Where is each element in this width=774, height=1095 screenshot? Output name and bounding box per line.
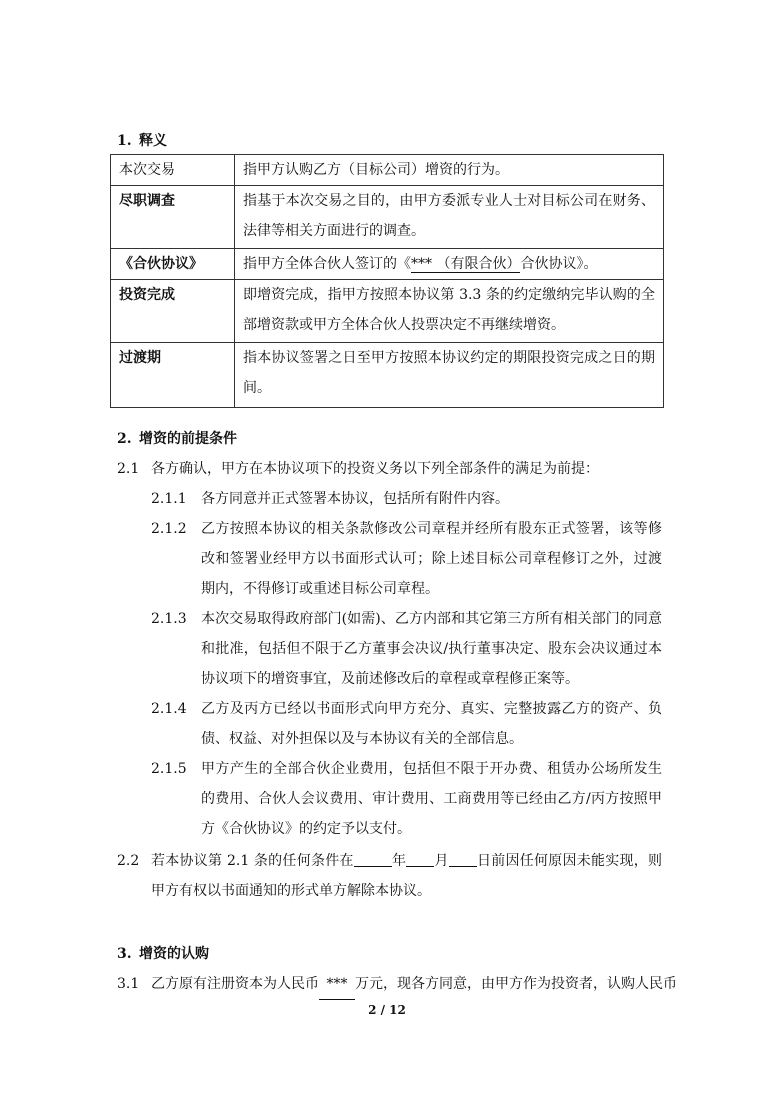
clause-text: 乙方按照本协议的相关条款修改公司章程并经所有股东正式签署，该等修改和签署业经甲方以书面形式认可；除上述目标公司章程修订之外，过渡期内，不得修订或重述目标公司章程。 — [201, 521, 662, 597]
clause-number: 3.1 — [117, 976, 140, 992]
clause-number: 2.1.1 — [151, 491, 187, 507]
table-row — [111, 155, 664, 186]
clause-number: 2.2 — [117, 853, 140, 869]
clause-text-post: 前因任何原因未能实现，则甲方有权以书面通知的形式单方解除本协议。 — [151, 853, 663, 899]
section-title: 释义 — [139, 133, 167, 149]
section-number: 1. — [117, 133, 132, 149]
term-cell: 过渡期 — [111, 343, 235, 408]
day-blank — [449, 850, 477, 867]
term-cell: 《合伙协议》 — [111, 249, 235, 280]
clause-number: 2.1.3 — [151, 611, 187, 627]
term-cell: 本次交易 — [111, 155, 235, 186]
section-title: 增资的认购 — [139, 946, 209, 962]
day-label: 日 — [476, 853, 492, 869]
definition-cell: 即增资完成，指甲方按照本协议第 3.3 条的约定缴纳完毕认购的全部增资款或甲方全体合伙人投票决定不再继续增资。 — [235, 280, 664, 343]
clause-text-post: 万元，现各方同意，由甲方作为投资者，认购人民币 — [355, 976, 677, 992]
clause-text: 各方同意并正式签署本协议，包括所有附件内容。 — [201, 491, 509, 507]
clause-text: 本次交易取得政府部门(如需)、乙方内部和其它第三方所有相关部门的同意和批准，包括但不限于乙方董事会决议/执行董事决定、股东会决议通过本协议项下的增资事宜，及前述修改后的章程或章程修正案等。 — [201, 611, 662, 687]
definition-cell: 指本协议签署之日至甲方按照本协议约定的期限投资完成之日的期间。 — [235, 343, 664, 408]
clause-text: 乙方及丙方已经以书面形式向甲方充分、真实、完整披露乙方的资产、负债、权益、对外担保以及与本协议有关的全部信息。 — [201, 701, 662, 747]
definition-cell: 指基于本次交易之目的，由甲方委派专业人士对目标公司在财务、法律等相关方面进行的调查。 — [235, 186, 664, 249]
table-row — [111, 249, 664, 280]
capital-amount-blank: *** — [319, 969, 355, 1000]
table-row — [111, 280, 664, 343]
clause-text — [151, 846, 662, 906]
clause-text: 甲方产生的全部合伙企业费用，包括但不限于开办费、租赁办公场所发生的费用、合伙人会议费用、审计费用、工商费用等已经由乙方/丙方按照甲方《合伙协议》的约定予以支付。 — [201, 761, 662, 837]
table-row — [111, 186, 664, 249]
clause-text — [151, 969, 677, 1000]
section-title: 增资的前提条件 — [139, 431, 237, 447]
partnership-name-blank: *** （有限合伙） — [411, 256, 521, 272]
section-number: 2. — [117, 431, 132, 447]
year-label: 年 — [391, 853, 407, 869]
clause-text: 各方确认，甲方在本协议项下的投资义务以下列全部条件的满足为前提： — [151, 461, 599, 477]
clause-text-pre: 若本协议第 2.1 条的任何条件在 — [151, 853, 354, 869]
table-row — [111, 343, 664, 408]
page-number: 2 / 12 — [368, 1003, 406, 1017]
clause-number: 2.1.2 — [151, 521, 187, 537]
month-blank — [406, 850, 434, 867]
term-cell: 尽职调查 — [111, 186, 235, 249]
section-3-heading — [117, 945, 209, 963]
definition-cell — [235, 249, 664, 280]
clause-text-pre: 乙方原有注册资本为人民币 — [151, 976, 319, 992]
month-label: 月 — [434, 853, 449, 869]
clause-number: 2.1.4 — [151, 701, 187, 717]
section-number: 3. — [117, 946, 132, 962]
definition-cell: 指甲方认购乙方（目标公司）增资的行为。 — [235, 155, 664, 186]
section-2-heading — [117, 430, 237, 448]
definition-text: 合伙协议》。 — [520, 256, 598, 272]
clause-number: 2.1.5 — [151, 761, 187, 777]
clause-number: 2.1 — [117, 461, 140, 477]
section-1-heading — [117, 132, 167, 150]
year-blank — [354, 850, 392, 867]
term-cell: 投资完成 — [111, 280, 235, 343]
definitions-table — [110, 154, 664, 408]
definition-text: 指甲方全体合伙人签订的《 — [243, 256, 411, 272]
